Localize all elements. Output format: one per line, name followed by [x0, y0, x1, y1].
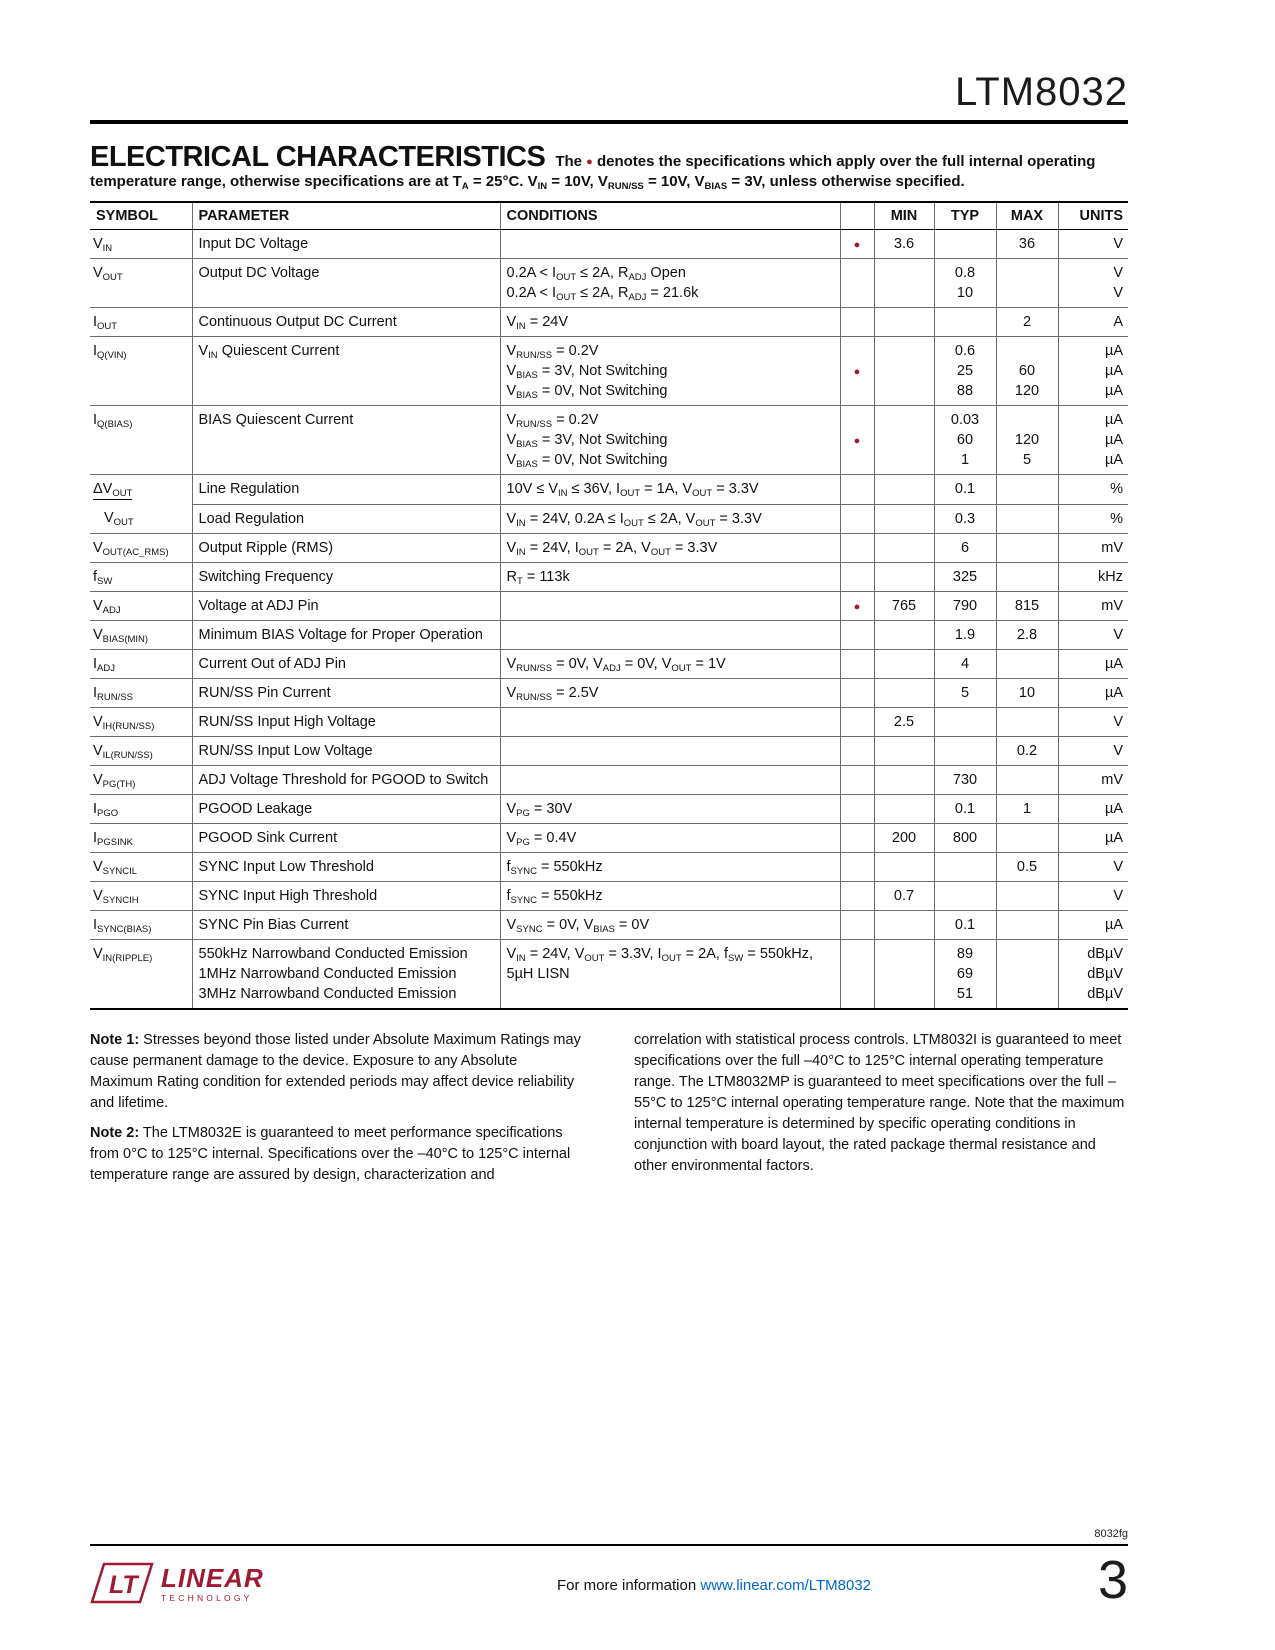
doc-code: 8032fg [1094, 1528, 1128, 1541]
cell-max [996, 939, 1058, 1009]
cell-max: 10 [996, 678, 1058, 707]
cell-symbol: $V_{PG(TH)}$ [90, 765, 192, 794]
spec-bullet-icon: ● [853, 239, 861, 251]
notes-column-left [90, 1030, 584, 1195]
cell-symbol: $I_{Q(BIAS)}$ [90, 406, 192, 475]
cell-symbol: $I_{RUN/SS}$ [90, 678, 192, 707]
cell-typ: 0.1 [934, 475, 996, 505]
cell-min [874, 794, 934, 823]
cell-typ: 0.8 10 [934, 259, 996, 308]
cell-min [874, 504, 934, 533]
note-1-label: Note 1: [90, 1031, 140, 1048]
table-row [90, 765, 1128, 794]
cell-conditions: $V_{IN} = 24V$, $V_{OUT} = 3.3V$, $I_{OUT} = 2A$, $f_{SW} = 550kHz$, 5µH LISN [500, 939, 840, 1009]
cell-bullet [840, 337, 874, 406]
cell-units: % [1058, 504, 1128, 533]
cell-parameter: PGOOD Sink Current [192, 823, 500, 852]
cell-typ: 0.3 [934, 504, 996, 533]
cell-bullet [840, 406, 874, 475]
cell-typ [934, 881, 996, 910]
cell-min [874, 406, 934, 475]
cell-symbol: $V_{BIAS(MIN)}$ [90, 620, 192, 649]
cell-parameter: SYNC Input High Threshold [192, 881, 500, 910]
table-row [90, 823, 1128, 852]
cell-min [874, 533, 934, 562]
table-row [90, 337, 1128, 406]
cell-typ: 1.9 [934, 620, 996, 649]
cell-conditions [500, 591, 840, 620]
cell-symbol: $V_{SYNCIL}$ [90, 852, 192, 881]
table-header-parameter: PARAMETER [192, 202, 500, 230]
cell-parameter: Output Ripple (RMS) [192, 533, 500, 562]
footer-rule [90, 1544, 1128, 1546]
cell-min [874, 475, 934, 505]
cell-typ: 730 [934, 765, 996, 794]
cell-conditions: $R_T = 113k$ [500, 562, 840, 591]
cell-bullet [840, 591, 874, 620]
cell-bullet [840, 562, 874, 591]
cell-conditions [500, 765, 840, 794]
table-row [90, 910, 1128, 939]
section-intro-block [90, 141, 1128, 192]
section-heading: ELECTRICAL CHARACTERISTICS [90, 141, 546, 173]
cell-conditions: $V_{SYNC} = 0V$, $V_{BIAS} = 0V$ [500, 910, 840, 939]
table-header-max: MAX [996, 202, 1058, 230]
table-row [90, 736, 1128, 765]
cell-typ [934, 707, 996, 736]
logo-sub-text: TECHNOLOGY [161, 1593, 253, 1603]
table-row [90, 939, 1128, 1009]
cell-parameter: Continuous Output DC Current [192, 308, 500, 337]
cell-units: µA µA µA [1058, 337, 1128, 406]
cell-parameter: RUN/SS Pin Current [192, 678, 500, 707]
table-header-bullet [840, 202, 874, 230]
cell-conditions: $V_{IN} = 24V$ [500, 308, 840, 337]
cell-min [874, 910, 934, 939]
table-header-symbol: SYMBOL [90, 202, 192, 230]
cell-typ [934, 230, 996, 259]
cell-typ: 0.1 [934, 794, 996, 823]
table-header-row [90, 202, 1128, 230]
svg-text:LT: LT [109, 1571, 138, 1599]
cell-conditions: $f_{SYNC} = 550kHz$ [500, 852, 840, 881]
cell-max: 36 [996, 230, 1058, 259]
cell-parameter: Input DC Voltage [192, 230, 500, 259]
cell-max [996, 823, 1058, 852]
cell-min [874, 678, 934, 707]
cell-bullet [840, 230, 874, 259]
table-row [90, 533, 1128, 562]
note-1-text: Stresses beyond those listed under Absolute Maximum Ratings may cause permanent damage to the device. Exposure to any Absolute Maximum Rating condition for extended periods may affect device reliability and lifetime. [90, 1031, 581, 1111]
bullet-legend-icon: ● [586, 156, 593, 168]
cell-units: dBµV dBµV dBµV [1058, 939, 1128, 1009]
cell-symbol: $V_{OUT}$ [90, 259, 192, 308]
cell-units: V [1058, 852, 1128, 881]
table-row [90, 881, 1128, 910]
cell-min: 3.6 [874, 230, 934, 259]
cell-max: 0.2 [996, 736, 1058, 765]
cell-parameter: BIAS Quiescent Current [192, 406, 500, 475]
notes-column-right [634, 1030, 1128, 1195]
cell-max [996, 504, 1058, 533]
cell-conditions: $f_{SYNC} = 550kHz$ [500, 881, 840, 910]
cell-parameter: RUN/SS Input High Voltage [192, 707, 500, 736]
cell-typ: 800 [934, 823, 996, 852]
header-rule [90, 120, 1128, 124]
cell-units: V [1058, 230, 1128, 259]
table-row [90, 504, 1128, 533]
cell-bullet [840, 765, 874, 794]
page-title: LTM8032 [954, 70, 1128, 114]
note-1 [90, 1030, 584, 1114]
cell-units: µA [1058, 649, 1128, 678]
cell-conditions [500, 230, 840, 259]
cell-bullet [840, 678, 874, 707]
section-intro-pre: The [555, 153, 587, 170]
cell-symbol: $V_{IN(RIPPLE)}$ [90, 939, 192, 1009]
cell-max: 815 [996, 591, 1058, 620]
note-2-label: Note 2: [90, 1124, 140, 1141]
cell-symbol: $V_{SYNCIH}$ [90, 881, 192, 910]
page-footer [90, 1528, 1128, 1611]
cell-conditions: $V_{RUN/SS} = 2.5V$ [500, 678, 840, 707]
cell-conditions: $V_{RUN/SS} = 0V$, $V_{ADJ} = 0V$, $V_{OUT} = 1V$ [500, 649, 840, 678]
cell-units: A [1058, 308, 1128, 337]
cell-units: µA [1058, 678, 1128, 707]
cell-typ: 5 [934, 678, 996, 707]
cell-conditions [500, 707, 840, 736]
datasheet-page [90, 0, 1128, 1650]
cell-conditions: $0.2A < I_{OUT} \le 2A$, $R_{ADJ}$ Open $0.2A < I_{OUT} \le 2A$, $R_{ADJ} = 21.6k$ [500, 259, 840, 308]
cell-symbol: $I_{PGO}$ [90, 794, 192, 823]
cell-max: 0.5 [996, 852, 1058, 881]
cell-symbol: $V_{OUT(AC\_RMS)}$ [90, 533, 192, 562]
cell-units: V [1058, 707, 1128, 736]
spec-bullet-icon: ● [853, 435, 861, 447]
cell-symbol: $I_{ADJ}$ [90, 649, 192, 678]
table-row [90, 852, 1128, 881]
cell-max: 2.8 [996, 620, 1058, 649]
cell-parameter: 550kHz Narrowband Conducted Emission 1MHz Narrowband Conducted Emission 3MHz Narrowband Conducted Emission [192, 939, 500, 1009]
cell-parameter: Voltage at ADJ Pin [192, 591, 500, 620]
cell-parameter: RUN/SS Input Low Voltage [192, 736, 500, 765]
footer-info-prefix: For more information [556, 1577, 701, 1594]
cell-typ: 6 [934, 533, 996, 562]
cell-min: 2.5 [874, 707, 934, 736]
cell-min [874, 259, 934, 308]
cell-min [874, 649, 934, 678]
cell-min [874, 620, 934, 649]
cell-bullet [840, 620, 874, 649]
note-2-text: The LTM8032E is guaranteed to meet performance specifications from 0°C to 125°C internal. Specifications over the –40°C to 125°C internal temperature range are assured by design, characterization and [90, 1124, 571, 1183]
cell-units: µA [1058, 823, 1128, 852]
cell-parameter: SYNC Input Low Threshold [192, 852, 500, 881]
table-row [90, 406, 1128, 475]
cell-parameter: Current Out of ADJ Pin [192, 649, 500, 678]
page-number: 3 [1097, 1550, 1128, 1611]
spec-bullet-icon: ● [853, 600, 861, 613]
table-row [90, 562, 1128, 591]
table-row [90, 649, 1128, 678]
cell-bullet [840, 823, 874, 852]
note-2 [90, 1123, 584, 1186]
cell-max [996, 475, 1058, 505]
notes-section [90, 1030, 1128, 1195]
cell-units: % [1058, 475, 1128, 505]
cell-max [996, 259, 1058, 308]
cell-min: 0.7 [874, 881, 934, 910]
table-row [90, 308, 1128, 337]
table-header-min: MIN [874, 202, 934, 230]
cell-bullet [840, 308, 874, 337]
table-row [90, 794, 1128, 823]
cell-min: 200 [874, 823, 934, 852]
cell-parameter: SYNC Pin Bias Current [192, 910, 500, 939]
cell-max [996, 707, 1058, 736]
cell-symbol: $V_{IN}$ [93, 236, 113, 254]
cell-typ: 790 [934, 591, 996, 620]
cell-max [996, 649, 1058, 678]
cell-conditions: $V_{RUN/SS} = 0.2V$ $V_{BIAS} = 3V$, Not Switching $V_{BIAS} = 0V$, Not Switching [500, 337, 840, 406]
cell-max [996, 562, 1058, 591]
lt-logo-icon [90, 1562, 154, 1604]
spec-table [90, 201, 1128, 1010]
spec-bullet-icon: ● [853, 366, 861, 378]
logo-brand-text: LINEAR [161, 1563, 264, 1593]
cell-symbol: $I_{PGSINK}$ [90, 823, 192, 852]
cell-units: mV [1058, 591, 1128, 620]
cell-typ: 0.6 25 88 [934, 337, 996, 406]
cell-bullet [840, 707, 874, 736]
cell-units: mV [1058, 765, 1128, 794]
cell-symbol: $V_{IL(RUN/SS)}$ [90, 736, 192, 765]
cell-conditions: $V_{RUN/SS} = 0.2V$ $V_{BIAS} = 3V$, Not Switching $V_{BIAS} = 0V$, Not Switching [500, 406, 840, 475]
cell-min [874, 939, 934, 1009]
table-row [90, 475, 1128, 505]
cell-typ: 325 [934, 562, 996, 591]
cell-parameter: Load Regulation [192, 504, 500, 533]
cell-bullet [840, 475, 874, 505]
electrical-characteristics-section [90, 141, 1128, 1010]
cell-min [874, 562, 934, 591]
page-header [90, 0, 1128, 124]
cell-conditions: $V_{PG} = 0.4V$ [500, 823, 840, 852]
cell-parameter: Switching Frequency [192, 562, 500, 591]
cell-min [874, 765, 934, 794]
cell-symbol: $f_{SW}$ [90, 562, 192, 591]
cell-parameter: Line Regulation [192, 475, 500, 505]
cell-bullet [840, 504, 874, 533]
cell-parameter: ADJ Voltage Threshold for PGOOD to Switch [192, 765, 500, 794]
cell-max [996, 765, 1058, 794]
cell-max: 1 [996, 794, 1058, 823]
cell-parameter: Minimum BIAS Voltage for Proper Operation [192, 620, 500, 649]
table-row [90, 259, 1128, 308]
cell-max: 60 120 [996, 337, 1058, 406]
table-row [90, 678, 1128, 707]
cell-bullet [840, 794, 874, 823]
cell-conditions [500, 620, 840, 649]
table-row [90, 620, 1128, 649]
cell-units: V [1058, 736, 1128, 765]
cell-bullet [840, 939, 874, 1009]
cell-bullet [840, 910, 874, 939]
footer-link[interactable]: www.linear.com/LTM8032 [700, 1577, 871, 1594]
cell-units: V [1058, 881, 1128, 910]
table-row [90, 230, 1128, 259]
cell-parameter: $V_{IN}$ Quiescent Current [192, 337, 500, 406]
cell-max [996, 533, 1058, 562]
cell-symbol: $V_{ADJ}$ [90, 591, 192, 620]
cell-bullet [840, 649, 874, 678]
cell-min [874, 852, 934, 881]
cell-min [874, 337, 934, 406]
cell-symbol: $V_{IH(RUN/SS)}$ [90, 707, 192, 736]
cell-bullet [840, 881, 874, 910]
cell-bullet [840, 852, 874, 881]
cell-units: kHz [1058, 562, 1128, 591]
cell-typ: 0.1 [934, 910, 996, 939]
cell-parameter: Output DC Voltage [192, 259, 500, 308]
cell-typ [934, 852, 996, 881]
cell-symbol: $I_{OUT}$ [90, 308, 192, 337]
cell-typ [934, 308, 996, 337]
table-header-conditions: CONDITIONS [500, 202, 840, 230]
cell-conditions [500, 736, 840, 765]
cell-conditions: $V_{IN} = 24V$, $I_{OUT} = 2A$, $V_{OUT} = 3.3V$ [500, 533, 840, 562]
cell-min [874, 736, 934, 765]
cell-bullet [840, 736, 874, 765]
cell-typ: 0.03 60 1 [934, 406, 996, 475]
linear-technology-logo [90, 1562, 360, 1604]
table-row [90, 707, 1128, 736]
cell-parameter: PGOOD Leakage [192, 794, 500, 823]
cell-units: V V [1058, 259, 1128, 308]
table-row [90, 591, 1128, 620]
cell-max [996, 881, 1058, 910]
cell-typ: 89 69 51 [934, 939, 996, 1009]
cell-conditions: $10V \le V_{IN} \le 36V$, $I_{OUT} = 1A$, $V_{OUT} = 3.3V$ [500, 475, 840, 505]
note-2-continued: correlation with statistical process controls. LTM8032I is guaranteed to meet specifications over the full –40°C to 125°C internal operating temperature range. The LTM8032MP is guaranteed to meet specifications over the full –55°C to 125°C internal operating temperature range. Note that the maximum internal temperature is determined by specific operating conditions in conjunction with board layout, the rated package thermal resistance and other environmental factors. [634, 1031, 1125, 1174]
footer-info [360, 1577, 1068, 1604]
cell-max: 120 5 [996, 406, 1058, 475]
cell-typ: 4 [934, 649, 996, 678]
section-intro-text: denotes the specifications which apply over the full internal operating temperature range, otherwise specifications are at $T_A = 25^\circ C$. $V_{IN} = 10V$, $V_{RUN/SS} = 10V$, $V_{BIAS} = 3V$, unless otherwise specified. [90, 153, 1096, 192]
cell-symbol: $\Delta V_{OUT}$ [90, 475, 192, 505]
cell-units: mV [1058, 533, 1128, 562]
cell-conditions: $V_{PG} = 30V$ [500, 794, 840, 823]
cell-symbol: $V_{OUT}$ [104, 510, 134, 528]
cell-symbol: $I_{Q(VIN)}$ [90, 337, 192, 406]
cell-max [996, 910, 1058, 939]
cell-units: µA µA µA [1058, 406, 1128, 475]
table-header-units: UNITS [1058, 202, 1128, 230]
cell-max: 2 [996, 308, 1058, 337]
cell-conditions: $V_{IN} = 24V$, $0.2A \le I_{OUT} \le 2A$, $V_{OUT} = 3.3V$ [500, 504, 840, 533]
cell-typ [934, 736, 996, 765]
cell-min: 765 [874, 591, 934, 620]
cell-units: µA [1058, 910, 1128, 939]
cell-units: V [1058, 620, 1128, 649]
cell-min [874, 308, 934, 337]
cell-units: µA [1058, 794, 1128, 823]
cell-symbol: $I_{SYNC(BIAS)}$ [90, 910, 192, 939]
table-header-typ: TYP [934, 202, 996, 230]
cell-bullet [840, 259, 874, 308]
cell-bullet [840, 533, 874, 562]
